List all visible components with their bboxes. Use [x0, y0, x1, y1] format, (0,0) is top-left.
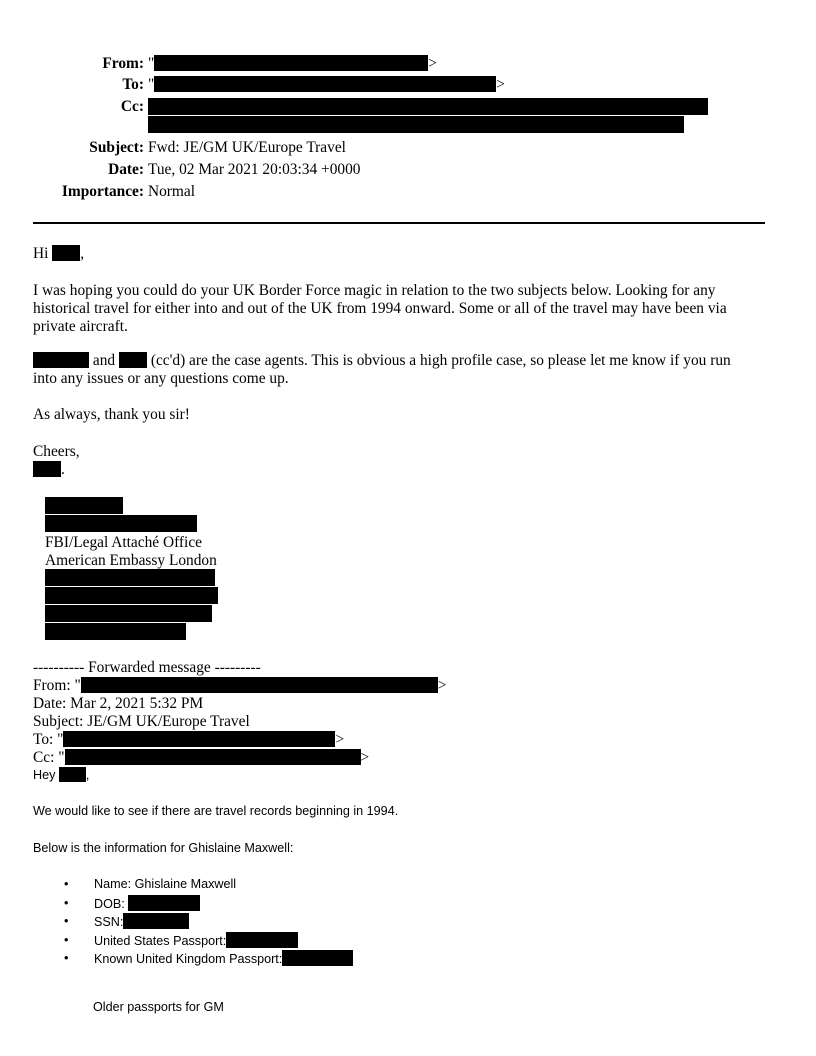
importance-value: Normal: [148, 183, 196, 200]
redaction-block: [45, 605, 212, 622]
bullet-name: Name: Ghislaine Maxwell: [94, 877, 237, 891]
cc-label: Cc:: [120, 98, 144, 115]
bullet-icon: •: [64, 951, 69, 965]
redaction-block: [45, 515, 197, 532]
redaction-block: [226, 932, 298, 948]
redaction-block: [33, 461, 61, 477]
redaction-block: [128, 895, 200, 911]
redaction-block: [45, 587, 218, 604]
from-value: " >: [148, 55, 437, 72]
forwarded-to: To: " >: [33, 731, 345, 748]
redaction-block: [63, 731, 335, 747]
paragraph-agents-line1: and (cc'd) are the case agents. This is obvious a high profile case, so please let me know if you run: [33, 352, 731, 370]
to-value: " >: [148, 76, 505, 93]
forwarded-subject: Subject: JE/GM UK/Europe Travel: [33, 713, 250, 730]
redaction-block: [33, 352, 89, 368]
date-value: Tue, 02 Mar 2021 20:03:34 +0000: [148, 161, 361, 178]
forwarded-greeting: Hey ,: [33, 768, 90, 782]
older-passports-line: Older passports for GM: [93, 1000, 224, 1014]
redaction-block: [148, 98, 708, 115]
subject-value: Fwd: JE/GM UK/Europe Travel: [148, 139, 346, 156]
paragraph-request: I was hoping you could do your UK Border Force magic in relation to the two subjects below. Looking for any historical travel for either into and out of the UK from 1994 onward. Some or all of the travel may have been via private aircraft.: [33, 282, 727, 335]
from-label: From:: [102, 55, 144, 72]
bullet-us-passport: United States Passport:: [94, 932, 298, 949]
bullet-icon: •: [64, 914, 69, 928]
bullet-dob: DOB:: [94, 895, 200, 912]
redaction-block: [282, 950, 353, 966]
redaction-block: [81, 677, 438, 693]
to-label: To:: [122, 76, 144, 93]
greeting: Hi ,: [33, 245, 85, 262]
importance-label: Importance:: [61, 183, 144, 200]
bullet-icon: •: [64, 877, 69, 891]
redaction-block: [154, 55, 428, 71]
cheers-line: Cheers,: [33, 443, 80, 460]
thanks-line: As always, thank you sir!: [33, 406, 190, 423]
bullet-uk-passport: Known United Kingdom Passport:: [94, 950, 353, 967]
sender-initials: .: [33, 461, 65, 479]
redaction-block: [45, 497, 123, 514]
forwarded-line-records: We would like to see if there are travel records beginning in 1994.: [33, 804, 399, 818]
redaction-block: [59, 767, 86, 782]
forwarded-line-info: Below is the information for Ghislaine Maxwell:: [33, 841, 294, 855]
redaction-block: [52, 245, 80, 261]
forwarded-cc: Cc: " >: [33, 749, 370, 766]
redaction-block: [154, 76, 496, 92]
redaction-block: [148, 116, 684, 133]
signature-embassy: American Embassy London: [45, 552, 217, 569]
redaction-block: [119, 352, 147, 368]
forwarded-date: Date: Mar 2, 2021 5:32 PM: [33, 695, 204, 712]
forwarded-from: From: " >: [33, 677, 447, 694]
subject-label: Subject:: [89, 139, 144, 156]
redaction-block: [45, 623, 186, 640]
redaction-block: [123, 913, 189, 929]
forwarded-separator: ---------- Forwarded message ---------: [33, 659, 261, 676]
redaction-block: [45, 569, 215, 586]
paragraph-agents-line2: into any issues or any questions come up.: [33, 370, 289, 387]
bullet-ssn: SSN:: [94, 913, 189, 930]
date-label: Date:: [108, 161, 144, 178]
redaction-block: [65, 749, 361, 765]
signature-office: FBI/Legal Attaché Office: [45, 534, 202, 551]
bullet-icon: •: [64, 932, 69, 947]
bullet-icon: •: [64, 895, 69, 910]
header-divider: [33, 222, 765, 224]
